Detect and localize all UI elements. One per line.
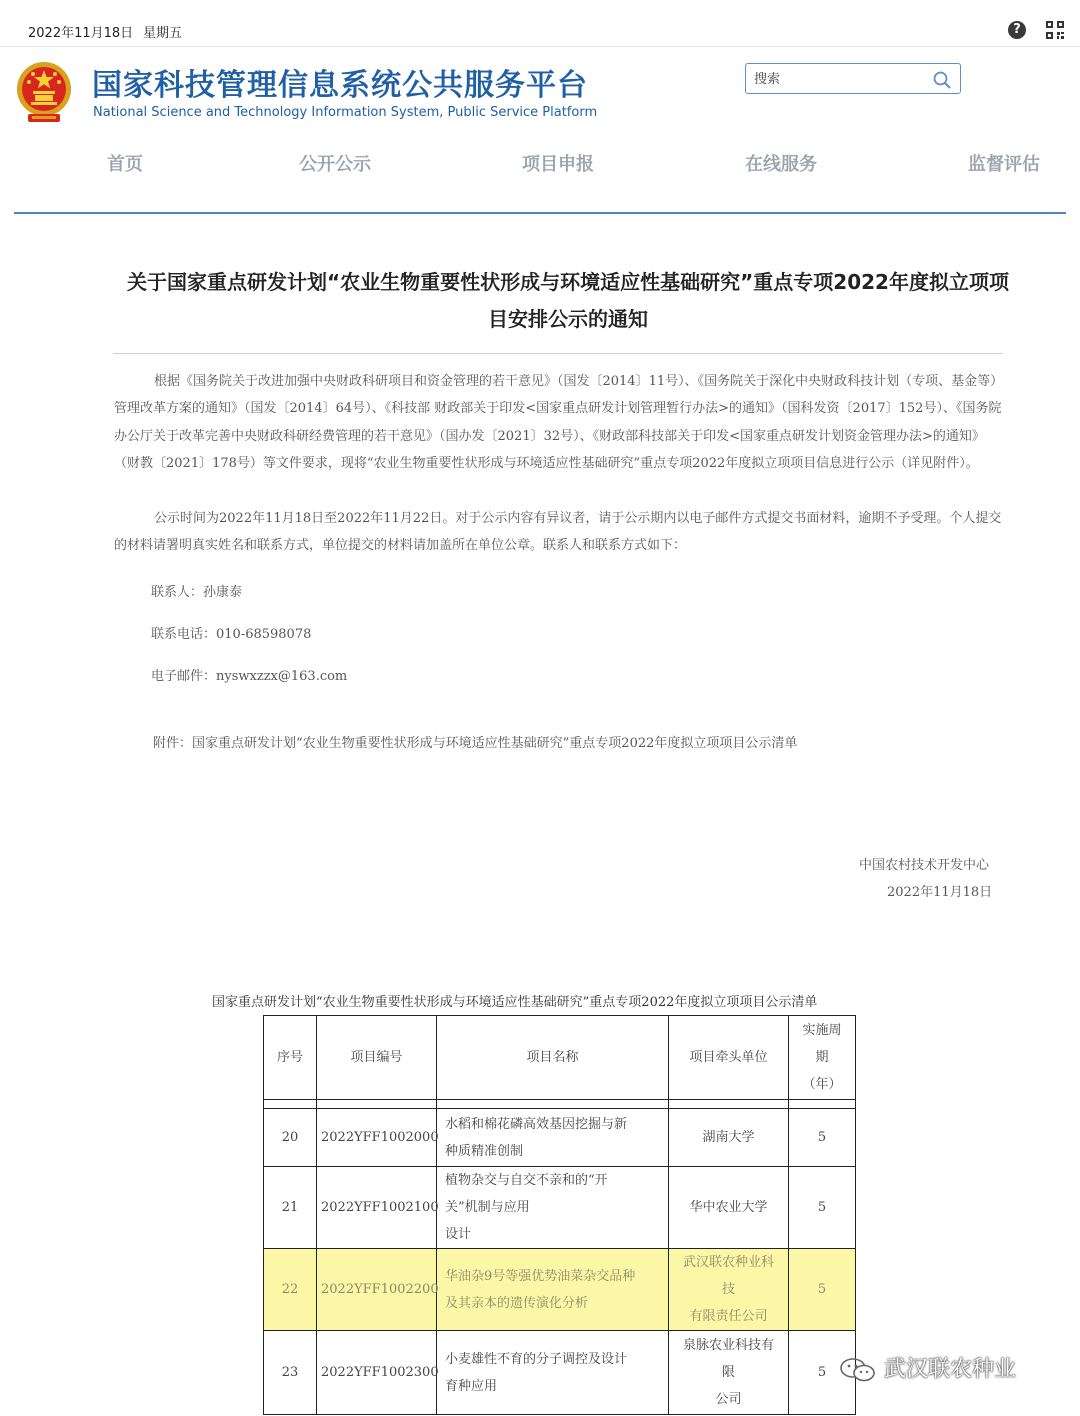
signature-date: 2022年11月18日 [887, 885, 993, 900]
header-name: 项目名称 [437, 1016, 669, 1100]
signature-organization: 中国农村技术开发中心 [859, 858, 990, 873]
row-name-line-1: 植物杂交与自交不亲和的“开 [445, 1173, 608, 1188]
contact-phone: 联系电话：010-68598078 [151, 627, 312, 642]
header-period [789, 1016, 856, 1100]
national-emblem-icon [14, 60, 74, 124]
nav-supervision-evaluation[interactable]: 监督评估 [968, 154, 1040, 175]
nav-divider [14, 212, 1066, 214]
search-input[interactable] [752, 68, 926, 91]
site-subtitle: National Science and Technology Information System, Public Service Platform [93, 105, 598, 120]
nav-online-service[interactable]: 在线服务 [745, 154, 817, 175]
row-unit: 华中农业大学 [669, 1167, 789, 1249]
row-period: 5 [789, 1331, 856, 1415]
row-name-line-1: 华油杂9号等强优势油菜杂交品种 [445, 1268, 636, 1284]
table-gap-row [264, 1100, 856, 1109]
header-period-line-2: 期 [815, 1050, 829, 1065]
article-title [115, 264, 1021, 338]
nav-project-application[interactable]: 项目申报 [522, 154, 594, 175]
row-unit [669, 1331, 789, 1415]
current-weekday: 星期五 [143, 26, 183, 41]
search-icon[interactable] [932, 70, 952, 90]
article-title-line-2: 目安排公示的通知 [488, 307, 648, 331]
table-row [264, 1109, 856, 1167]
table-row-highlighted [264, 1249, 856, 1331]
watermark-text: 武汉联农种业 [884, 1357, 1017, 1382]
row-unit-line-2: 限 [721, 1365, 735, 1380]
row-name-line-2: 关”机制与应用 [445, 1200, 530, 1215]
row-period: 5 [789, 1249, 856, 1331]
header-unit: 项目牵头单位 [669, 1016, 789, 1100]
row-period: 5 [789, 1109, 856, 1167]
row-unit-line-1: 武汉联农种业科 [682, 1255, 774, 1270]
search-box [745, 63, 961, 94]
row-unit-line-1: 泉脉农业科技有 [682, 1338, 774, 1353]
site-title[interactable]: 国家科技管理信息系统公共服务平台 [92, 68, 588, 103]
row-seq: 21 [264, 1167, 317, 1249]
attachment-link[interactable]: 附件：国家重点研发计划“农业生物重要性状形成与环境适应性基础研究”重点专项2022年度拟立项项目公示清单 [153, 736, 798, 751]
row-unit-line-2: 技 [721, 1282, 735, 1297]
row-name [437, 1167, 669, 1249]
row-period: 5 [789, 1167, 856, 1249]
row-seq: 22 [264, 1249, 317, 1331]
wechat-icon [838, 1357, 878, 1383]
row-name-line-3: 设计 [445, 1227, 472, 1242]
row-code: 2022YFF1002200 [317, 1249, 437, 1331]
table-row [264, 1167, 856, 1249]
nav-home[interactable]: 首页 [107, 154, 143, 175]
row-code: 2022YFF1002000 [317, 1109, 437, 1167]
row-name-line-2: 及其亲本的遗传演化分析 [445, 1295, 589, 1311]
title-divider [113, 353, 1003, 354]
contact-person: 联系人：孙康泰 [151, 585, 243, 600]
row-unit-line-3: 公司 [715, 1392, 742, 1407]
article-paragraph-2: 公示时间为2022年11月18日至2022年11月22日。对于公示内容有异议者，请于公示期内以电子邮件方式提交书面材料，逾期不予受理。个人提交的材料请署明真实姓名和联系方式，单位提交的材料请加盖所在单位公章。联系人和联系方式如下： [114, 511, 1002, 554]
table-caption: 国家重点研发计划“农业生物重要性状形成与环境适应性基础研究”重点专项2022年度拟立项项目公示清单 [212, 995, 818, 1010]
row-name [437, 1331, 669, 1415]
row-name-line-2: 育种应用 [445, 1378, 498, 1394]
row-seq: 23 [264, 1331, 317, 1415]
row-name-line-1: 水稻和棉花磷高效基因挖掘与新 [445, 1116, 628, 1132]
header-period-line-1: 实施周 [802, 1023, 842, 1038]
contact-email[interactable]: 电子邮件：nyswxzzx@163.com [151, 669, 348, 684]
article-paragraph-1: 根据《国务院关于改进加强中央财政科研项目和资金管理的若干意见》（国发〔2014〕11号）、《国务院关于深化中央财政科技计划（专项、基金等）管理改革方案的通知》（国发〔2014〕64号）、《科技部 财政部关于印发<国家重点研发计划管理暂行办法>的通知》（国科发资〔2017〕152号）、《国务院办公厅关于改革完善中央财政科研经费管理的若干意见》（国办发〔2021〕32号）、《财政部科技部关于印发<国家重点研发计划资金管理办法>的通知》（财教〔2021〕178号）等文件要求，现将“农业生物重要性状形成与环境适应性基础研究”重点专项2022年度拟立项项目信息进行公示（详见附件）。 [114, 374, 1004, 472]
article-title-line-1: 关于国家重点研发计划“农业生物重要性状形成与环境适应性基础研究”重点专项2022年度拟立项项 [127, 270, 1009, 294]
row-name-line-2: 种质精准创制 [445, 1143, 524, 1159]
row-unit: 湖南大学 [669, 1109, 789, 1167]
row-code: 2022YFF1002100 [317, 1167, 437, 1249]
header-seq: 序号 [264, 1016, 317, 1100]
help-icon[interactable]: ? [1008, 21, 1026, 39]
row-unit-line-3: 有限责任公司 [689, 1309, 768, 1324]
project-table [263, 1015, 856, 1415]
table-row [264, 1331, 856, 1415]
row-code: 2022YFF1002300 [317, 1331, 437, 1415]
qr-code-icon[interactable] [1046, 21, 1064, 39]
nav-public-notice[interactable]: 公开公示 [299, 154, 371, 175]
header-period-line-3: （年） [802, 1077, 842, 1092]
row-name [437, 1249, 669, 1331]
table-header-row [264, 1016, 856, 1100]
row-name-line-1: 小麦雄性不育的分子调控及设计 [445, 1351, 628, 1367]
row-name [437, 1109, 669, 1167]
row-unit [669, 1249, 789, 1331]
current-date: 2022年11月18日 [28, 26, 134, 41]
watermark [838, 1352, 1016, 1383]
header-code: 项目编号 [317, 1016, 437, 1100]
row-seq: 20 [264, 1109, 317, 1167]
